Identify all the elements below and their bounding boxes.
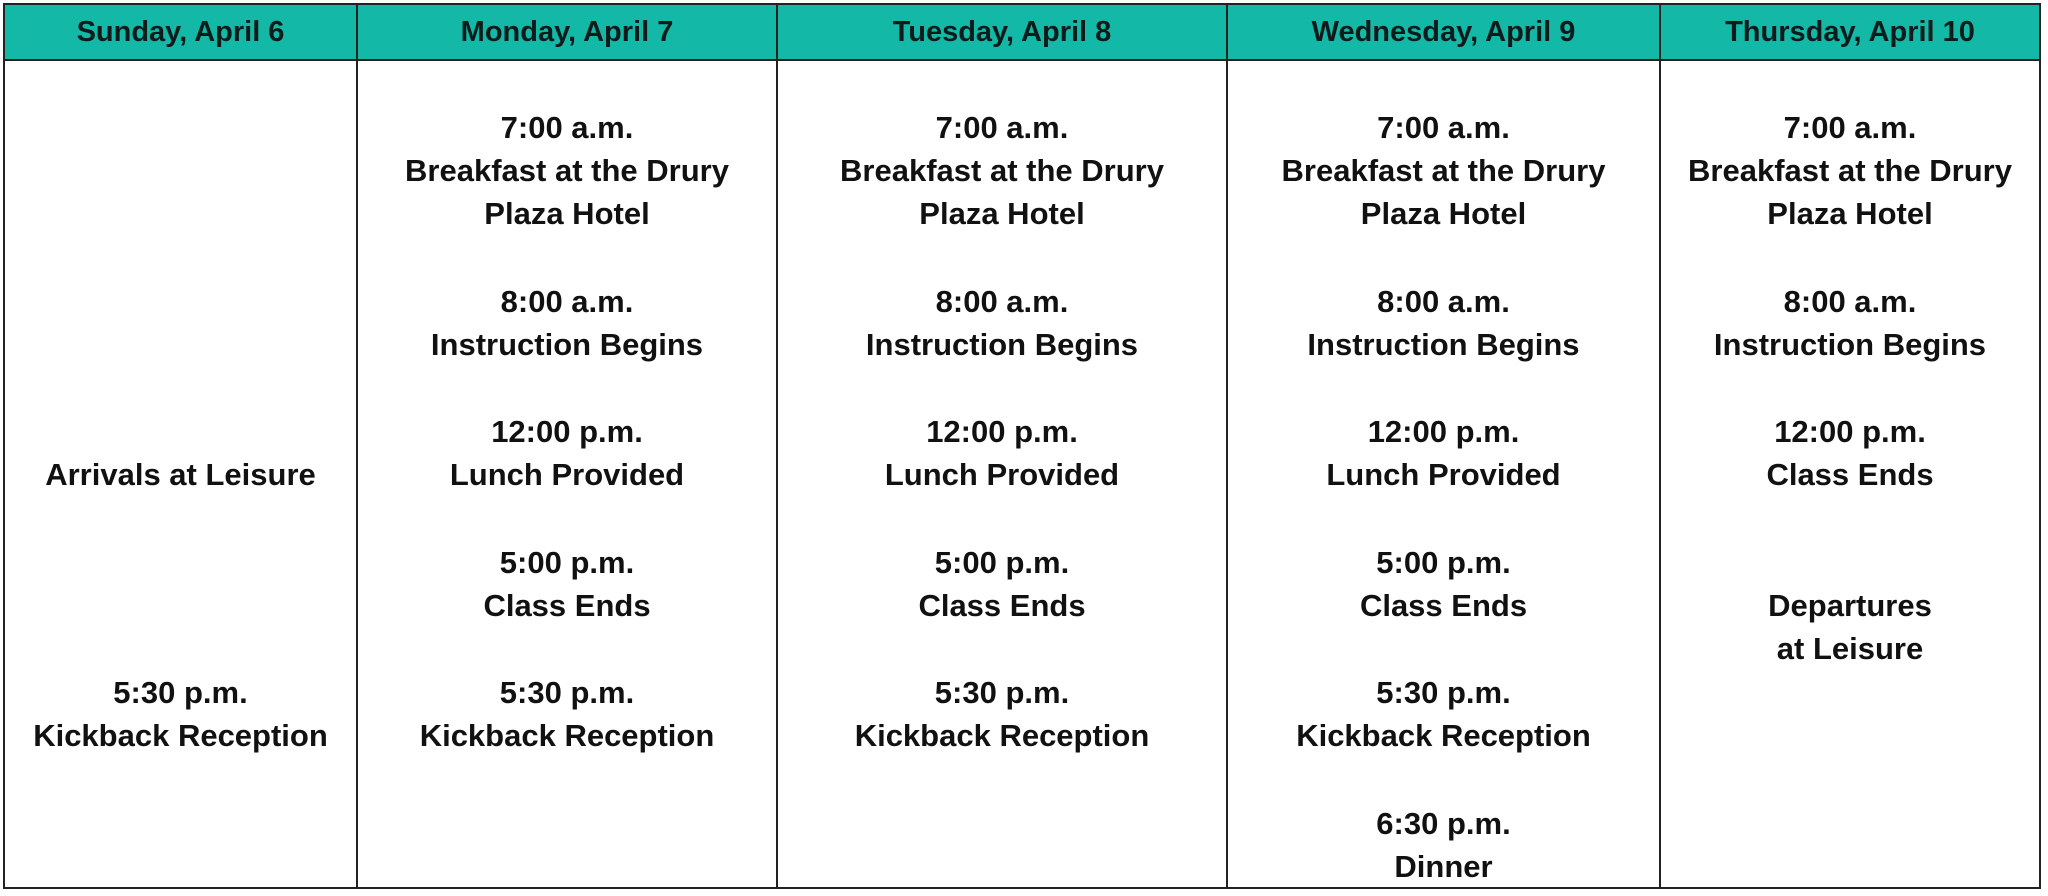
lunch-label: Lunch Provided [449,457,685,492]
class-end-label: Class Ends [918,588,1086,623]
day-column-wednesday [1226,61,1659,887]
reception-entry [5,671,356,757]
day-column-sunday [5,61,356,887]
instruction-time: 8:00 a.m. [935,284,1069,319]
day-header-wednesday: Wednesday, April 9 [1226,5,1659,61]
breakfast-time: 7:00 a.m. [1783,110,1917,145]
breakfast-entry [1228,106,1659,235]
breakfast-time: 7:00 a.m. [935,110,1069,145]
instruction-entry [1228,280,1659,366]
breakfast-label: Breakfast at the Drury [1688,153,2012,188]
class-end-time: 12:00 p.m. [1774,414,1926,449]
breakfast-time: 7:00 a.m. [1377,110,1510,145]
breakfast-label: Breakfast at the Drury [405,153,729,188]
class-end-time: 5:00 p.m. [1376,545,1511,580]
lunch-entry [1228,410,1659,496]
day-header-tuesday: Tuesday, April 8 [776,5,1226,61]
breakfast-location: Plaza Hotel [1767,196,1933,231]
reception-entry [778,671,1226,757]
reception-time: 5:30 p.m. [934,675,1070,710]
arrival-entry [5,453,356,496]
departure-detail: at Leisure [1776,631,1924,666]
breakfast-entry [778,106,1226,235]
reception-label: Kickback Reception [854,718,1150,753]
reception-entry [1228,671,1659,757]
instruction-label: Instruction Begins [1307,327,1580,362]
breakfast-time: 7:00 a.m. [500,110,634,145]
breakfast-location: Plaza Hotel [1360,196,1527,231]
lunch-entry [358,410,776,496]
class-end-time: 5:00 p.m. [499,545,635,580]
dinner-entry [1228,802,1659,888]
lunch-entry [778,410,1226,496]
reception-label: Kickback Reception [33,718,328,753]
instruction-label: Instruction Begins [1713,327,1987,362]
reception-entry [358,671,776,757]
lunch-time: 12:00 p.m. [1367,414,1520,449]
breakfast-entry [1661,106,2039,235]
breakfast-location: Plaza Hotel [484,196,650,231]
schedule-table [3,3,2041,889]
lunch-label: Lunch Provided [1326,457,1561,492]
instruction-time: 8:00 a.m. [500,284,634,319]
class-end-entry [1661,410,2039,496]
reception-label: Kickback Reception [419,718,715,753]
dinner-label: Dinner [1394,849,1493,884]
arrival-label: Arrivals at Leisure [45,457,316,492]
departure-entry [1661,584,2039,670]
instruction-label: Instruction Begins [430,327,704,362]
class-end-entry [778,541,1226,627]
class-end-label: Class Ends [483,588,651,623]
departure-label: Departures [1768,588,1932,623]
lunch-time: 12:00 p.m. [491,414,643,449]
day-header-monday: Monday, April 7 [356,5,776,61]
breakfast-label: Breakfast at the Drury [1281,153,1606,188]
class-end-entry [1228,541,1659,627]
dinner-time: 6:30 p.m. [1376,806,1511,841]
reception-time: 5:30 p.m. [499,675,635,710]
day-column-tuesday [776,61,1226,887]
breakfast-label: Breakfast at the Drury [840,153,1164,188]
instruction-time: 8:00 a.m. [1783,284,1917,319]
breakfast-entry [358,106,776,235]
lunch-time: 12:00 p.m. [926,414,1078,449]
header-row [5,5,2039,61]
day-header-thursday: Thursday, April 10 [1659,5,2039,61]
instruction-label: Instruction Begins [865,327,1139,362]
class-end-label: Class Ends [1359,588,1528,623]
day-column-monday [356,61,776,887]
reception-time: 5:30 p.m. [113,675,248,710]
class-end-label: Class Ends [1766,457,1934,492]
day-column-thursday [1659,61,2039,887]
instruction-time: 8:00 a.m. [1377,284,1510,319]
instruction-entry [1661,280,2039,366]
reception-label: Kickback Reception [1296,718,1591,753]
instruction-entry [358,280,776,366]
reception-time: 5:30 p.m. [1376,675,1511,710]
class-end-time: 5:00 p.m. [934,545,1070,580]
instruction-entry [778,280,1226,366]
breakfast-location: Plaza Hotel [919,196,1085,231]
lunch-label: Lunch Provided [884,457,1120,492]
day-header-sunday: Sunday, April 6 [76,16,285,48]
class-end-entry [358,541,776,627]
